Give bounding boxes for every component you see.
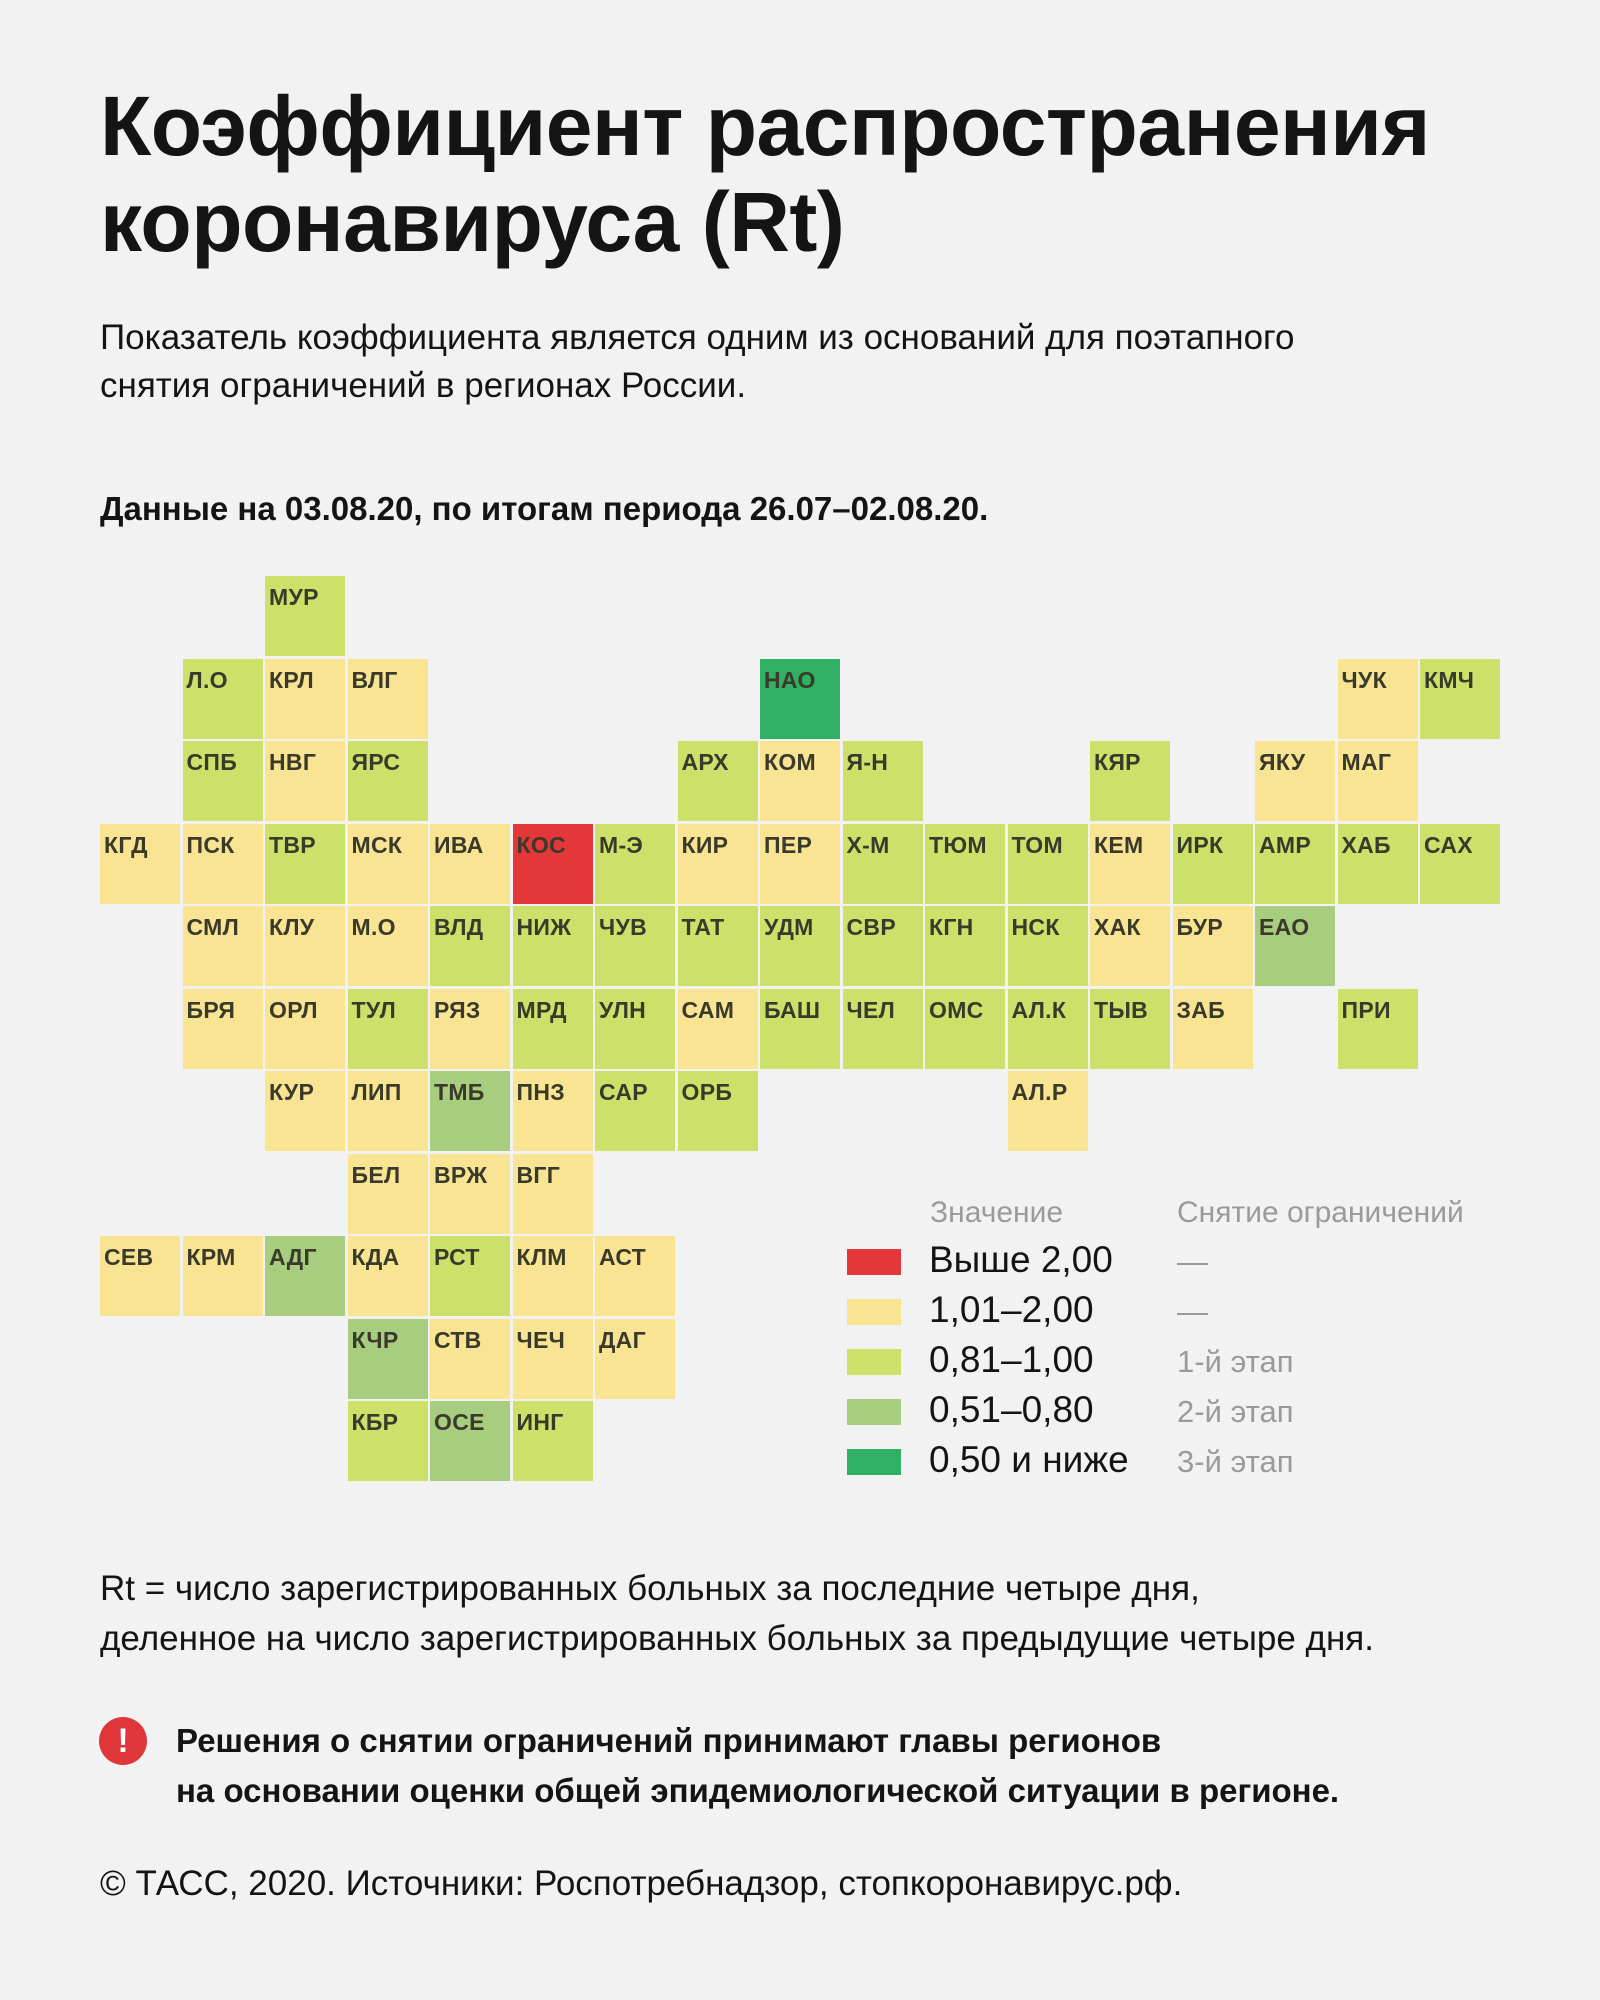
legend-label: 1,01–2,00	[929, 1289, 1094, 1330]
title-line-1: Коэффициент распространения	[100, 79, 1430, 173]
region-tile: КЯР	[1090, 741, 1170, 821]
region-tile: МРД	[513, 989, 593, 1069]
region-tile: ВЛД	[430, 906, 510, 986]
region-tile: ИВА	[430, 824, 510, 904]
region-tile: МСК	[348, 824, 428, 904]
legend-value-header: Значение	[930, 1196, 1064, 1229]
region-tile: Л.О	[183, 659, 263, 739]
region-tile: НСК	[1008, 906, 1088, 986]
region-tile: КГД	[100, 824, 180, 904]
region-tile: АРХ	[678, 741, 758, 821]
region-tile: НИЖ	[513, 906, 593, 986]
region-tile: СТВ	[430, 1319, 510, 1399]
legend-stage: 1-й этап	[1177, 1344, 1294, 1379]
region-tile: ЕАО	[1255, 906, 1335, 986]
region-tile: БЕЛ	[348, 1154, 428, 1234]
important-note	[176, 1716, 1576, 1816]
region-tile: ИРК	[1173, 824, 1253, 904]
legend-item	[847, 1339, 1447, 1382]
region-tile: САМ	[678, 989, 758, 1069]
legend-swatch-light-green	[847, 1399, 901, 1425]
region-tile: ЧЕЛ	[843, 989, 923, 1069]
region-tile: ПСК	[183, 824, 263, 904]
region-tile: ДАГ	[595, 1319, 675, 1399]
rt-formula	[100, 1564, 1580, 1664]
legend-item	[847, 1439, 1447, 1482]
region-tile: САР	[595, 1071, 675, 1151]
region-tile: КГН	[925, 906, 1005, 986]
region-tile: ОМС	[925, 989, 1005, 1069]
region-tile: ТАТ	[678, 906, 758, 986]
region-tile: СЕВ	[100, 1236, 180, 1316]
region-tile: СВР	[843, 906, 923, 986]
region-tile: КМЧ	[1420, 659, 1500, 739]
legend-swatch-green	[847, 1449, 901, 1475]
region-tile: СПБ	[183, 741, 263, 821]
exclamation-icon: !	[99, 1717, 147, 1765]
region-tile: МАГ	[1338, 741, 1418, 821]
region-tile: ТЮМ	[925, 824, 1005, 904]
legend-label: 0,81–1,00	[929, 1339, 1094, 1380]
legend-stage: 3-й этап	[1177, 1444, 1294, 1479]
region-tile: ПРИ	[1338, 989, 1418, 1069]
region-tile: РСТ	[430, 1236, 510, 1316]
region-tile: ТВР	[265, 824, 345, 904]
region-tile: НВГ	[265, 741, 345, 821]
region-tile: ТЫВ	[1090, 989, 1170, 1069]
legend-item	[847, 1289, 1447, 1332]
region-tile: САХ	[1420, 824, 1500, 904]
region-tile: УЛН	[595, 989, 675, 1069]
region-tile: БУР	[1173, 906, 1253, 986]
region-tile: ЧУК	[1338, 659, 1418, 739]
subtitle-line-1: Показатель коэффициента является одним из оснований для поэтапного	[100, 318, 1295, 357]
region-tile: ВЛГ	[348, 659, 428, 739]
region-tile: ТОМ	[1008, 824, 1088, 904]
region-tile: ПНЗ	[513, 1071, 593, 1151]
region-tile: М.О	[348, 906, 428, 986]
legend-swatch-lime	[847, 1349, 901, 1375]
title-line-2: коронавируса (Rt)	[100, 175, 845, 269]
note-line-1: Решения о снятии ограничений принимают главы регионов	[176, 1722, 1162, 1759]
region-tile: ТМБ	[430, 1071, 510, 1151]
region-tile: ХАК	[1090, 906, 1170, 986]
region-tile: М-Э	[595, 824, 675, 904]
region-tile: АДГ	[265, 1236, 345, 1316]
region-tile: ВГГ	[513, 1154, 593, 1234]
legend-label: Выше 2,00	[929, 1239, 1113, 1280]
region-tile: КРЛ	[265, 659, 345, 739]
region-tile: КУР	[265, 1071, 345, 1151]
legend-item	[847, 1239, 1447, 1282]
legend-stage: 2-й этап	[1177, 1394, 1294, 1429]
region-tile: ОСЕ	[430, 1401, 510, 1481]
formula-line-1: Rt = число зарегистрированных больных за последние четыре дня,	[100, 1569, 1200, 1608]
legend-item	[847, 1389, 1447, 1432]
formula-line-2: деленное на число зарегистрированных больных за предыдущие четыре дня.	[100, 1619, 1374, 1658]
legend-swatch-yellow	[847, 1299, 901, 1325]
region-tile: КДА	[348, 1236, 428, 1316]
region-tile: КЕМ	[1090, 824, 1170, 904]
subtitle-line-2: снятия ограничений в регионах России.	[100, 366, 747, 405]
legend-swatch-red	[847, 1249, 901, 1275]
region-tile: АЛ.К	[1008, 989, 1088, 1069]
note-line-2: на основании оценки общей эпидемиологической ситуации в регионе.	[176, 1772, 1340, 1809]
region-tile: ЛИП	[348, 1071, 428, 1151]
legend-stage-header: Снятие ограничений	[1177, 1196, 1464, 1229]
legend-label: 0,51–0,80	[929, 1389, 1094, 1430]
region-tile: КБР	[348, 1401, 428, 1481]
region-tile: ЧЕЧ	[513, 1319, 593, 1399]
region-tile: ОРБ	[678, 1071, 758, 1151]
region-tile: ЯРС	[348, 741, 428, 821]
region-tile: ИНГ	[513, 1401, 593, 1481]
region-tile: СМЛ	[183, 906, 263, 986]
region-tile: КОМ	[760, 741, 840, 821]
region-tile: АМР	[1255, 824, 1335, 904]
region-tile: НАО	[760, 659, 840, 739]
region-tile: ОРЛ	[265, 989, 345, 1069]
region-tile: ТУЛ	[348, 989, 428, 1069]
region-tile: ЧУВ	[595, 906, 675, 986]
region-tile: КЛУ	[265, 906, 345, 986]
region-tile: АЛ.Р	[1008, 1071, 1088, 1151]
region-tile: ЗАБ	[1173, 989, 1253, 1069]
region-tile: ЯКУ	[1255, 741, 1335, 821]
region-tile: БАШ	[760, 989, 840, 1069]
legend-stage: —	[1177, 1244, 1208, 1279]
region-tile: ВРЖ	[430, 1154, 510, 1234]
source-credit: © ТАСС, 2020. Источники: Роспотребнадзор, стопкоронавирус.рф.	[100, 1864, 1183, 1903]
region-tile: РЯЗ	[430, 989, 510, 1069]
region-tile: КИР	[678, 824, 758, 904]
region-tile: АСТ	[595, 1236, 675, 1316]
data-date: Данные на 03.08.20, по итогам периода 26.07–02.08.20.	[100, 490, 989, 527]
region-tile: МУР	[265, 576, 345, 656]
region-tile: БРЯ	[183, 989, 263, 1069]
region-tile: УДМ	[760, 906, 840, 986]
region-tile: ПЕР	[760, 824, 840, 904]
legend-stage: —	[1177, 1294, 1208, 1329]
region-tile: КЧР	[348, 1319, 428, 1399]
legend-label: 0,50 и ниже	[929, 1439, 1129, 1480]
region-tile: Х-М	[843, 824, 923, 904]
region-tile: КЛМ	[513, 1236, 593, 1316]
region-tile: КОС	[513, 824, 593, 904]
region-tile: Я-Н	[843, 741, 923, 821]
region-tile: КРМ	[183, 1236, 263, 1316]
region-tile: ХАБ	[1338, 824, 1418, 904]
